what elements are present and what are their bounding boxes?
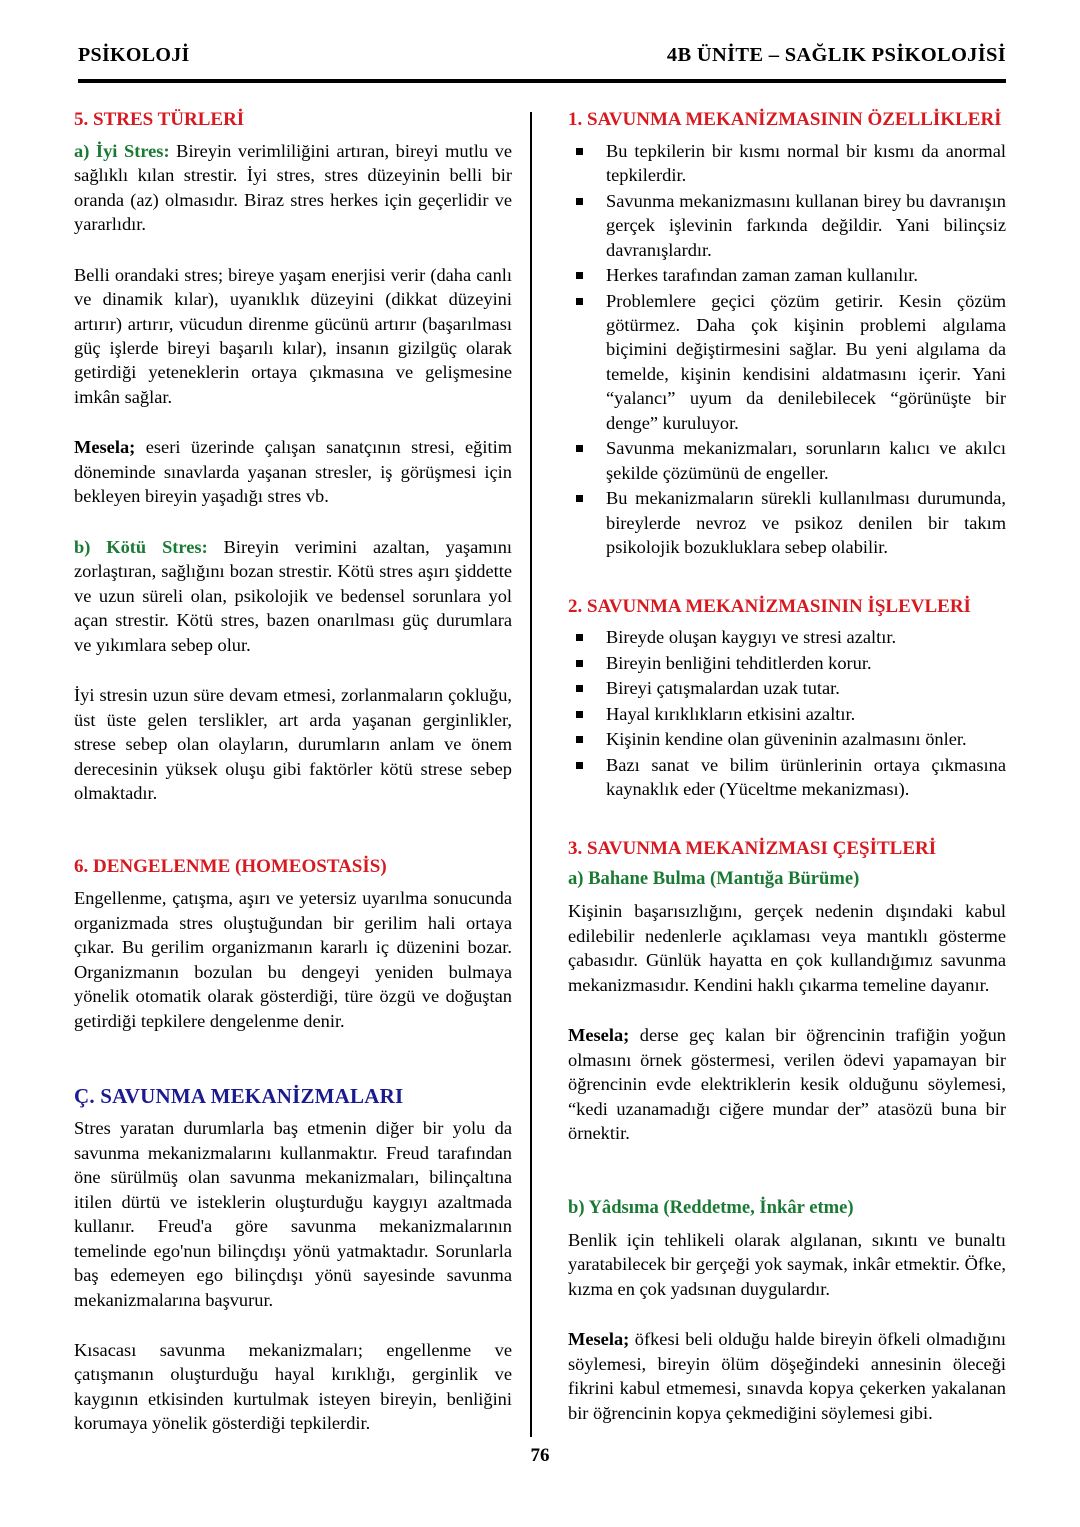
list-item [568, 702, 1006, 726]
square-bullet-icon [576, 272, 583, 279]
heading-savunma-mekanizmalari: Ç. SAVUNMA MEKANİZMALARI [74, 1083, 404, 1108]
list-item-text: Bireyde oluşan kaygıyı ve stresi azaltır. [606, 627, 897, 648]
list-item [568, 727, 1006, 751]
spacer [568, 1317, 1006, 1327]
text-kotu-stres: Bireyin verimini azaltan, yaşamını zorlaştıran, sağlığını bozan strestir. Kötü stres aşırı şiddette ve uzun süreli olan, psikolojik ve bedensel sorunlara yol açan strestir. Kötü stres, bazen onarılması güç durumlara ve yıkımlara sebep olur. [74, 536, 512, 655]
list-item [568, 625, 1006, 649]
list-savunma-ozellikleri [568, 139, 1006, 560]
list-item-text: Bazı sanat ve bilim ürünlerinin ortaya çıkmasına kaynaklık eder (Yüceltme mekanizması). [606, 754, 1006, 800]
spacer [568, 1162, 1006, 1196]
square-bullet-icon [576, 298, 583, 305]
paragraph-kotu-stres [74, 535, 512, 657]
list-item-text: Savunma mekanizmaları, sorunların kalıcı ve akılcı şekilde çözümünü de engeller. [606, 438, 1006, 483]
spacer [74, 525, 512, 535]
label-iyi-stres: a) İyi Stres: [74, 140, 170, 161]
square-bullet-icon [576, 660, 583, 667]
square-bullet-icon [576, 198, 583, 205]
spacer [74, 1049, 512, 1083]
label-mesela-yadsima: Mesela; [568, 1329, 630, 1350]
text-mesela-yadsima: öfkesi beli olduğu halde bireyin öfkeli olmadığını söylemesi, bireyin ölüm döşeğindeki annesinin öleceği fikrini kabul etmemesi, sınavda kopya çekerken yakalanan bir öğrencinin kopya çekmediğini söylemesi gibi. [568, 1329, 1006, 1423]
list-item [568, 753, 1006, 802]
list-item [568, 676, 1006, 700]
header-left-title: PSİKOLOJİ [78, 44, 190, 66]
list-item-text: Bireyi çatışmalardan uzak tutar. [606, 678, 840, 699]
paragraph-yadsima: Benlik için tehlikeli olarak algılanan, sıkıntı ve bunaltı yaratabilecek bir gerçeği yok saymak, inkâr etmektir. Öfke, kızma en çok yadsınan duygulardır. [568, 1229, 1006, 1299]
list-item [568, 651, 1006, 675]
spacer [568, 803, 1006, 837]
square-bullet-icon [576, 736, 583, 743]
heading-savunma-ozellikleri: 1. SAVUNMA MEKANİZMASININ ÖZELLİKLERİ [568, 109, 1002, 130]
text-mesela-1: eseri üzerinde çalışan sanatçının stresi, eğitim döneminde sınavlarda yaşanan stresler, iş görüşmesi için bekleyen bireyin yaşadığı stres vb. [74, 437, 512, 507]
paragraph-iyi-stresin-uzun-sure: İyi stresin uzun süre devam etmesi, zorlanmaların çokluğu, üst üste gelen terslikler, art arda yaşanan gerginlikler, strese sebep olan olayların, durumların anlam ve önem derecesinin yüksek oluşu gibi faktörler kötü strese sebep olmaktadır. [74, 685, 512, 803]
square-bullet-icon [576, 495, 583, 502]
list-savunma-islevleri [568, 625, 1006, 801]
text-iyi-stres: Bireyin verimliliğini artıran, bireyi mutlu ve sağlıklı kılan strestir. İyi stres, stres düzeyinin belli bir oranda (az) olmasıdır. Biraz stres herkes için geçerlidir ve yararlıdır. [74, 140, 512, 235]
subheading-bahane-bulma: a) Bahane Bulma (Mantığa Bürüme) [568, 868, 860, 890]
column-divider-line [530, 112, 532, 1437]
list-item-text: Hayal kırıklıkların etkisini azaltır. [606, 703, 856, 724]
square-bullet-icon [576, 148, 583, 155]
square-bullet-icon [576, 685, 583, 692]
heading-savunma-cesitleri: 3. SAVUNMA MEKANİZMASI ÇEŞİTLERİ [568, 837, 937, 859]
label-kotu-stres: b) Kötü Stres: [74, 536, 208, 557]
list-item-text: Herkes tarafından zaman zaman kullanılır. [606, 265, 918, 286]
page-number: 76 [530, 1445, 550, 1466]
paragraph-mesela-yadsima [568, 1327, 1006, 1425]
list-item-text: Bu mekanizmaların sürekli kullanılması durumunda, bireylerde nevroz ve psikoz denilen bir takım psikolojik bozukluklara sebep olabilir. [606, 488, 1006, 558]
spacer [568, 561, 1006, 595]
list-item [568, 189, 1006, 262]
label-mesela-1: Mesela; [74, 437, 136, 458]
list-item-text: Savunma mekanizmasını kullanan birey bu davranışın gerçek işlevinin farkında değildir. Yani bilinçsiz davranışlardır. [606, 190, 1006, 260]
spacer [74, 253, 512, 263]
spacer [568, 1013, 1006, 1023]
paragraph-savunma-2: Kısacası savunma mekanizmaları; engellenme ve çatışmanın oluşturduğu hayal kırıklığı, gerginlik ve kaygının etkisinden kurtulmak isteyen bireyin, benliğini korumaya yönelik gösterdiği tepkilerdir. [74, 1340, 512, 1434]
label-mesela-bahane: Mesela; [568, 1025, 630, 1046]
paragraph-iyi-stres [74, 139, 512, 237]
spacer [74, 1328, 512, 1338]
square-bullet-icon [576, 762, 583, 769]
square-bullet-icon [576, 634, 583, 641]
square-bullet-icon [576, 711, 583, 718]
list-item-text: Bu tepkilerin bir kısmı normal bir kısmı da anormal tepkilerdir. [606, 140, 1006, 186]
list-item-text: Kişinin kendine olan güveninin azalmasını önler. [606, 729, 967, 750]
heading-dengelenme: 6. DENGELENME (HOMEOSTASİS) [74, 856, 387, 878]
paragraph-mesela-sanatci [74, 435, 512, 508]
heading-stres-turleri: 5. STRES TÜRLERİ [74, 109, 245, 130]
paragraph-bahane-bulma: Kişinin başarısızlığını, gerçek nedenin dışındaki kabul edilebilir nedenlerle açıklaması veya mantıklı gösterme çabasıdır. Günlük hayatta en çok kullandığımız savunma mekanizmasıdır. Kendini haklı çıkarma temeline dayanır. [568, 901, 1006, 995]
list-item [568, 263, 1006, 287]
left-column [74, 108, 512, 1452]
list-item [568, 486, 1006, 559]
header-divider-rule [78, 79, 1006, 83]
subheading-yadsima: b) Yâdsıma (Reddetme, İnkâr etme) [568, 1196, 854, 1218]
list-item [568, 139, 1006, 188]
spacer [74, 821, 512, 855]
paragraph-mesela-bahane [568, 1023, 1006, 1145]
spacer [74, 425, 512, 435]
right-column [568, 108, 1006, 1441]
square-bullet-icon [576, 445, 583, 452]
spacer [74, 673, 512, 683]
paragraph-dengelenme: Engellenme, çatışma, aşırı ve yetersiz uyarılma sonucunda organizmada stres oluştuğundan bir gerilim hali ortaya çıkar. Bu gerilim organizmanın kararlı iç düzenini bozar. Organizmanın bozulan bu dengeyi yeniden bulmaya yönelik otomatik olarak gösterdiği, türe özgü ve doğuştan getirdiği tepkilere dengelenme denir. [74, 888, 512, 1031]
header-right-title: 4B ÜNİTE – SAĞLIK PSİKOLOJİSİ [666, 44, 1006, 66]
list-item-text: Problemlere geçici çözüm getirir. Kesin çözüm götürmez. Daha çok kişinin problemi algılama biçimini değiştirmesini sağlar. Bu yeni algılama da temelde, kişinin kendisini aldatmasını içerir. Yani “yalancı” uyum da denilebilecek “görünüşte bir denge” kuruluyor. [606, 290, 1006, 433]
list-item [568, 436, 1006, 485]
paragraph-savunma-1: Stres yaratan durumlarla baş etmenin diğer bir yolu da savunma mekanizmalarını kullanmaktır. Freud tarafından öne sürülmüş olan savunma mekanizmaları, bilinçaltına itilen dürtü ve isteklerin oluşturduğu kaygıyı azaltmada kullanır. Freud'a göre savunma mekanizmalarının temelinde ego'nun bilinçdışı yönü yatmaktadır. Sorunlarla baş edemeyen ego bilinçdışı yönü sayesinde savunma mekanizmalarına başvurur. [74, 1118, 512, 1310]
list-item [568, 289, 1006, 436]
page-header [78, 44, 1006, 67]
text-mesela-bahane: derse geç kalan bir öğrencinin trafiğin yoğun olmasını örnek göstermesi, verilen ödevi yapamayan bir öğrencinin evde elektriklerin kesik olduğunu söylemesi, “kedi uzanamadığı ciğere mundar der” atasözü buna bir örnektir. [568, 1025, 1006, 1144]
heading-savunma-islevleri: 2. SAVUNMA MEKANİZMASININ İŞLEVLERİ [568, 595, 971, 617]
paragraph-belli-orandaki: Belli orandaki stres; bireye yaşam enerjisi verir (daha canlı ve dinamik kılar), uyanıklık düzeyini (dikkat düzeyini artırır) artırır, vücudun direnme gücünü artırır (başarılması güç işlerde bireyi başarılı kılar), insanın gizilgüç olarak getirdiği yeteneklerin ortaya çıkmasına ve gelişmesine imkân sağlar. [74, 264, 512, 407]
list-item-text: Bireyin benliğini tehditlerden korur. [606, 652, 872, 673]
